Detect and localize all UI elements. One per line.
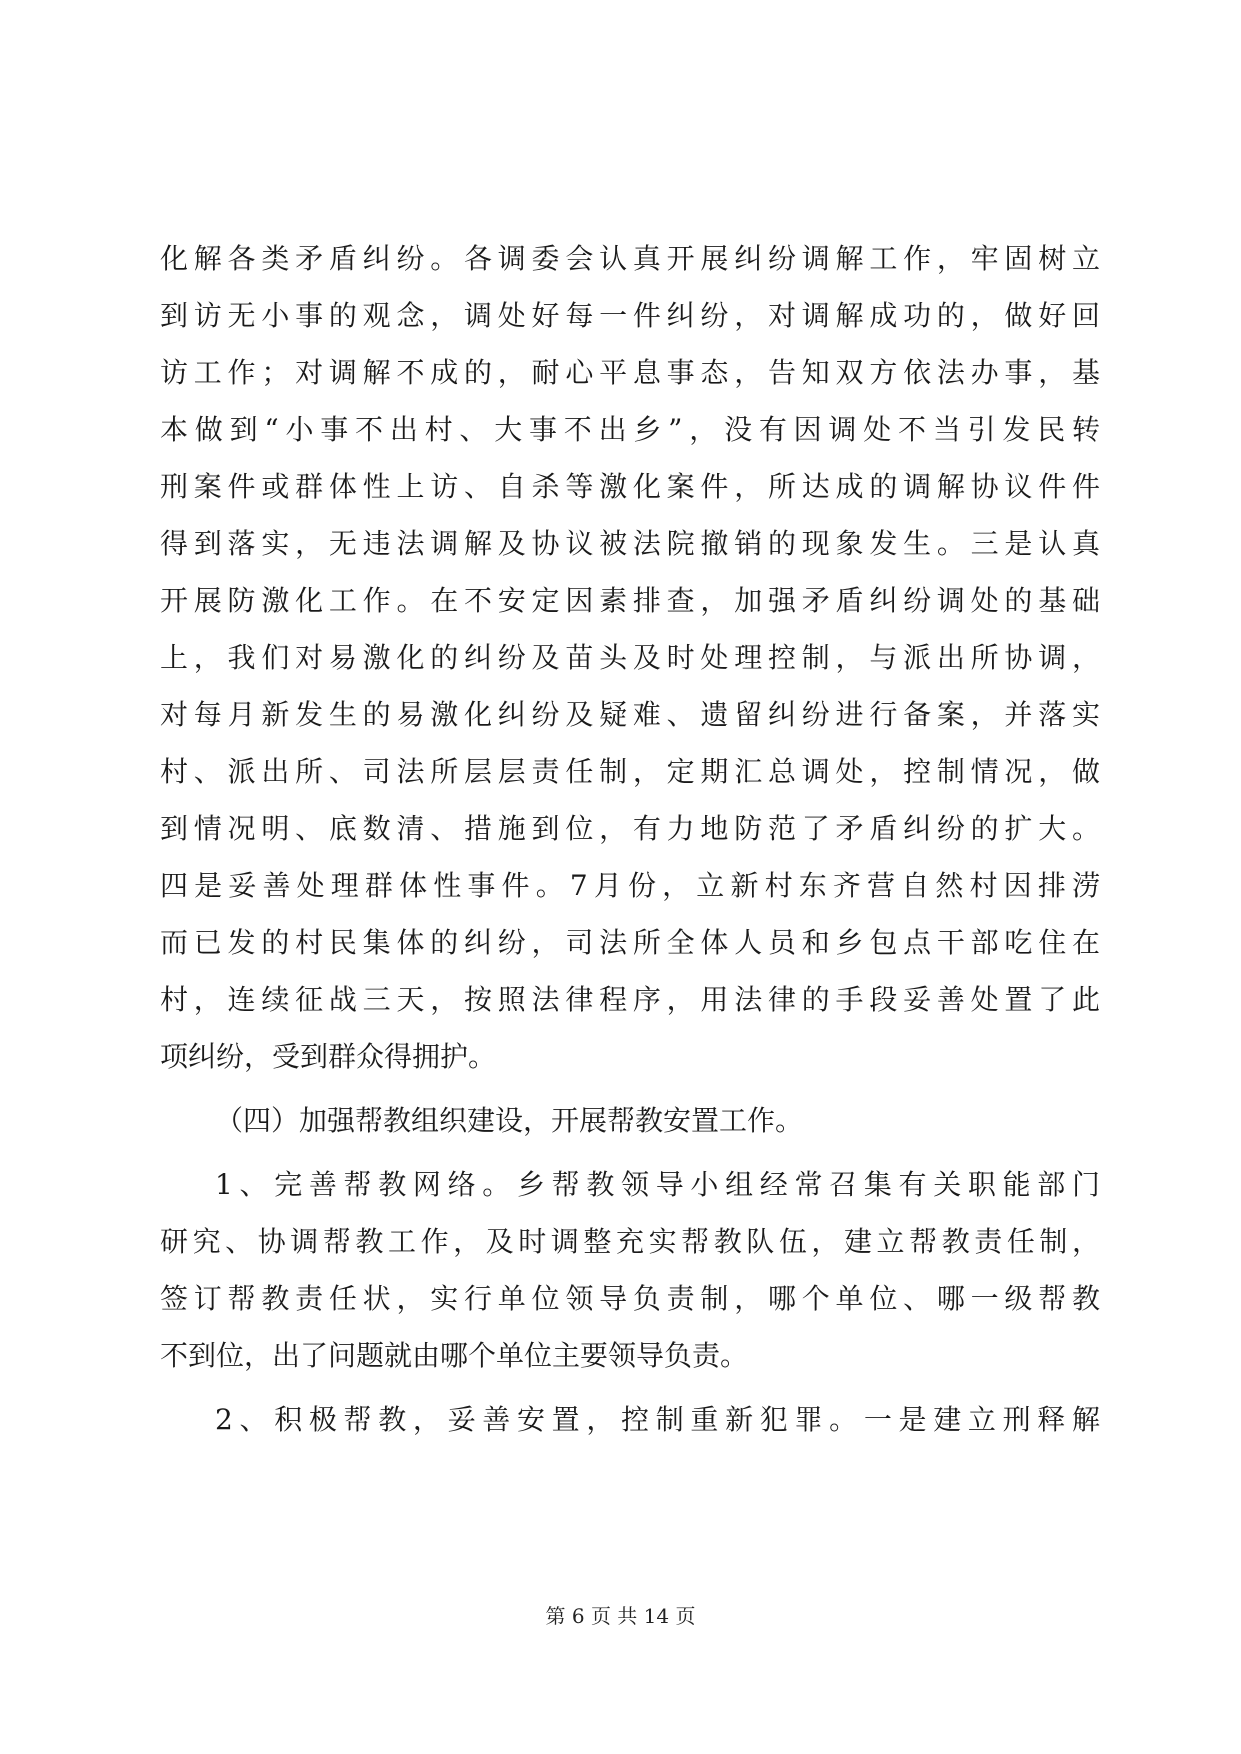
paragraph-gap <box>160 1149 1100 1156</box>
paragraph-gap <box>160 1085 1100 1092</box>
text-line-21: 2、积极帮教，妥善安置，控制重新犯罪。一是建立刑释解 <box>215 1403 1100 1436</box>
text-line-10: 村、派出所、司法所层层责任制，定期汇总调处，控制情况，做 <box>160 755 1100 788</box>
text-line-9: 对每月新发生的易激化纠纷及疑难、遗留纠纷进行备案，并落实 <box>160 698 1100 731</box>
text-line-17: 1、完善帮教网络。乡帮教领导小组经常召集有关职能部门 <box>215 1168 1100 1201</box>
text-line-6: 得到落实，无违法调解及协议被法院撤销的现象发生。三是认真 <box>160 527 1100 560</box>
text-line-18: 研究、协调帮教工作，及时调整充实帮教队伍，建立帮教责任制， <box>160 1225 1100 1258</box>
text-line-2: 到访无小事的观念，调处好每一件纠纷，对调解成功的，做好回 <box>160 299 1100 332</box>
text-line-1: 化解各类矛盾纠纷。各调委会认真开展纠纷调解工作，牢固树立 <box>160 242 1100 275</box>
text-line-7: 开展防激化工作。在不安定因素排查，加强矛盾纠纷调处的基础 <box>160 584 1100 617</box>
text-line-12: 四是妥善处理群体性事件。7月份，立新村东齐营自然村因排涝 <box>160 869 1100 902</box>
text-line-15: 项纠纷，受到群众得拥护。 <box>160 1040 497 1073</box>
text-line-20: 不到位，出了问题就由哪个单位主要领导负责。 <box>160 1339 749 1372</box>
text-line-8: 上，我们对易激化的纠纷及苗头及时处理控制，与派出所协调， <box>160 641 1100 674</box>
text-line-3: 访工作；对调解不成的，耐心平息事态，告知双方依法办事，基 <box>160 356 1100 389</box>
text-line-13: 而已发的村民集体的纠纷，司法所全体人员和乡包点干部吃住在 <box>160 926 1100 959</box>
paragraph-gap <box>160 1384 1100 1391</box>
text-line-4: 本做到“小事不出村、大事不出乡”，没有因调处不当引发民转 <box>160 413 1100 446</box>
text-line-19: 签订帮教责任状，实行单位领导负责制，哪个单位、哪一级帮教 <box>160 1282 1100 1315</box>
section-heading: （四）加强帮教组织建设，开展帮教安置工作。 <box>215 1104 804 1137</box>
page-number-footer: 第 6 页 共 14 页 <box>545 1604 696 1628</box>
text-line-14: 村，连续征战三天，按照法律程序，用法律的手段妥善处置了此 <box>160 983 1100 1016</box>
text-line-5: 刑案件或群体性上访、自杀等激化案件，所达成的调解协议件件 <box>160 470 1100 503</box>
text-line-11: 到情况明、底数清、措施到位，有力地防范了矛盾纠纷的扩大。 <box>160 812 1100 845</box>
document-body <box>160 230 1100 1448</box>
